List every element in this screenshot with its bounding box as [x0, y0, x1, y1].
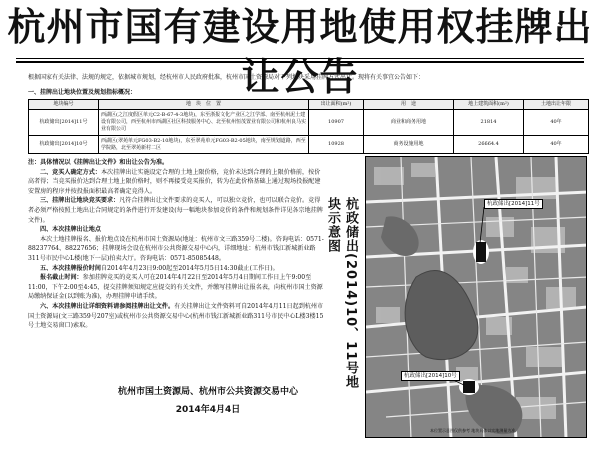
lot-id: 杭政储出[2014]11号: [29, 110, 99, 136]
lot-floor-area: 26664.4: [454, 136, 524, 154]
section-2-heading: 二、竞买人确定方式：: [40, 168, 101, 176]
section-6: [28, 273, 326, 302]
lot-use: 商业和商务用地: [364, 110, 454, 136]
lot-years: 40年: [524, 110, 589, 136]
location-map: [365, 156, 587, 438]
lot-area: 10928: [309, 136, 364, 154]
section-3-heading: 三、挂牌出让地块竞买要求：: [40, 197, 120, 205]
lot-location: 西湖区(翠苑单元FG03-B2-10地块)，东至翠苑单元FG03-B2-05地块，南至规划道路，西至学院路，北至翠苑新村二区: [99, 136, 309, 154]
section-3-text: 凡符合挂牌出让文件要求的竞买人，可以独立竞价，也可以联合竞价。竞得者必须严格按照土地出让合同规定的条件进行开发建设(每一幅地块参加竞价的条件和规划条件详见各宗地挂牌文件)。: [28, 197, 323, 224]
table-header: 出让面积(m²): [309, 100, 364, 110]
section-7: [28, 302, 326, 331]
table-row: [29, 110, 589, 136]
section-5: [28, 264, 326, 274]
table-header: 地 块 位 置: [99, 100, 309, 110]
lot-table: [28, 99, 589, 154]
section-6-heading: 报名截止时间：: [40, 274, 83, 282]
section-5-heading: 五、本次挂牌报价时间: [40, 264, 101, 272]
section-4-text: 本次土地挂牌报名、报价地点设在杭州市国土资源局(地址：杭州市文三路359号二楼)。咨询电话：0571-88237764、88227656；挂牌现场会设在杭州市公共资源交易中心内，详细地址：杭州市钱江新城新业路311号市民中心L楼(地下一层)拍卖大厅。咨询电话：0571-85085448。: [28, 235, 324, 262]
issuing-organization: 杭州市国土资源局、杭州市公共资源交易中心: [117, 387, 298, 397]
table-row: [29, 136, 589, 154]
table-header: 土地出让年限: [524, 100, 589, 110]
title-rule-top: [16, 58, 584, 59]
page-title: 杭州市国有建设用地使用权挂牌出让公告: [7, 5, 593, 99]
issue-date: 2014年4月4日: [175, 405, 241, 415]
title-rule-bottom: [16, 61, 584, 63]
section-2-text: 本次挂牌出让实施设定合理的土地上限价格，竞价未达到合理的上限价格前，按价高者得；当竞买报价达到合理土地上限价格时，则不再接受竞买报价，转为在此价格基础上通过现场投报配建安置房的程序并按投报面积最高者确定竞得人。: [28, 168, 321, 195]
lot-use: 商务设施用地: [364, 136, 454, 154]
note-text: 注：具体情况以《挂牌出让文件》和出让公告为准。: [28, 159, 169, 166]
section-7-text: 有关挂牌出让文件资料可自2014年4月11日起到杭州市国土资源局(文三路359号207室)或杭州市公共资源交易中心(杭州市钱江新城新业路311号市民中心L楼3楼15号土地交易窗口)索取。: [28, 302, 324, 330]
table-header: 用 途: [364, 100, 454, 110]
lot-area: 10907: [309, 110, 364, 136]
lot-10-label: 杭政储出[2014]10号: [401, 371, 460, 381]
lot-11-label: 杭政储出[2014]11号: [484, 199, 543, 209]
lot-location: 西湖区(之江度假区单元C2-B-67-4-3地块)，东至浙报文化产业区之江学部、南至杭州泥土建设有限公司，西至杭州市西湖区社区科技服务中心、北至杭州恒茂置业有限公司和杭州良马实业有限公司: [99, 110, 309, 136]
map-credit: 本位置示意图仅供参考 地块具体以实地测量为准: [430, 428, 516, 433]
intro-text: 根据国家有关法律、法规的规定，依据城市规划，经杭州市人民政府批准，杭州市国土资源局对下列地块采用挂牌方式出让。现将有关事宜公告如下：: [28, 74, 425, 81]
map-title: 杭政储出(2014)10、11号地块示意图: [325, 197, 358, 390]
lot-id: 杭政储出[2014]10号: [29, 136, 99, 154]
table-header: 地上建筑面积(m²): [454, 100, 524, 110]
lot-years: 40年: [524, 136, 589, 154]
section-2: [28, 168, 326, 197]
announcement-body: [28, 158, 326, 331]
table-header: 地块编号: [29, 100, 99, 110]
table-header-row: [29, 100, 589, 110]
map-graphic: [366, 157, 587, 438]
section-1-heading: 一、挂牌出让地块位置及规划指标概况：: [28, 89, 137, 96]
section-7-heading: 六、本次挂牌出让详细资料请参阅挂牌出让文件。: [40, 302, 175, 310]
section-4-heading: 四、本次挂牌出让地点: [40, 226, 101, 234]
lot-floor-area: 21814: [454, 110, 524, 136]
section-6-text: 参加挂牌竞买的竞买人可在2014年4月22日至2014年5月4日期间工作日上午9:00至11:00，下午2:00至4:45，提交挂牌须知规定应提交的有关文件，并缴写挂牌出让报名表，向杭州市国土资源局缴纳保证金(以到账为准)，办理挂牌申请手续。: [28, 274, 323, 301]
section-3: [28, 196, 326, 225]
section-5-text: 自2014年4月23日9:00起至2014年5月5日14:30截止(工作日)。: [100, 264, 279, 272]
signature-block: [98, 383, 318, 419]
